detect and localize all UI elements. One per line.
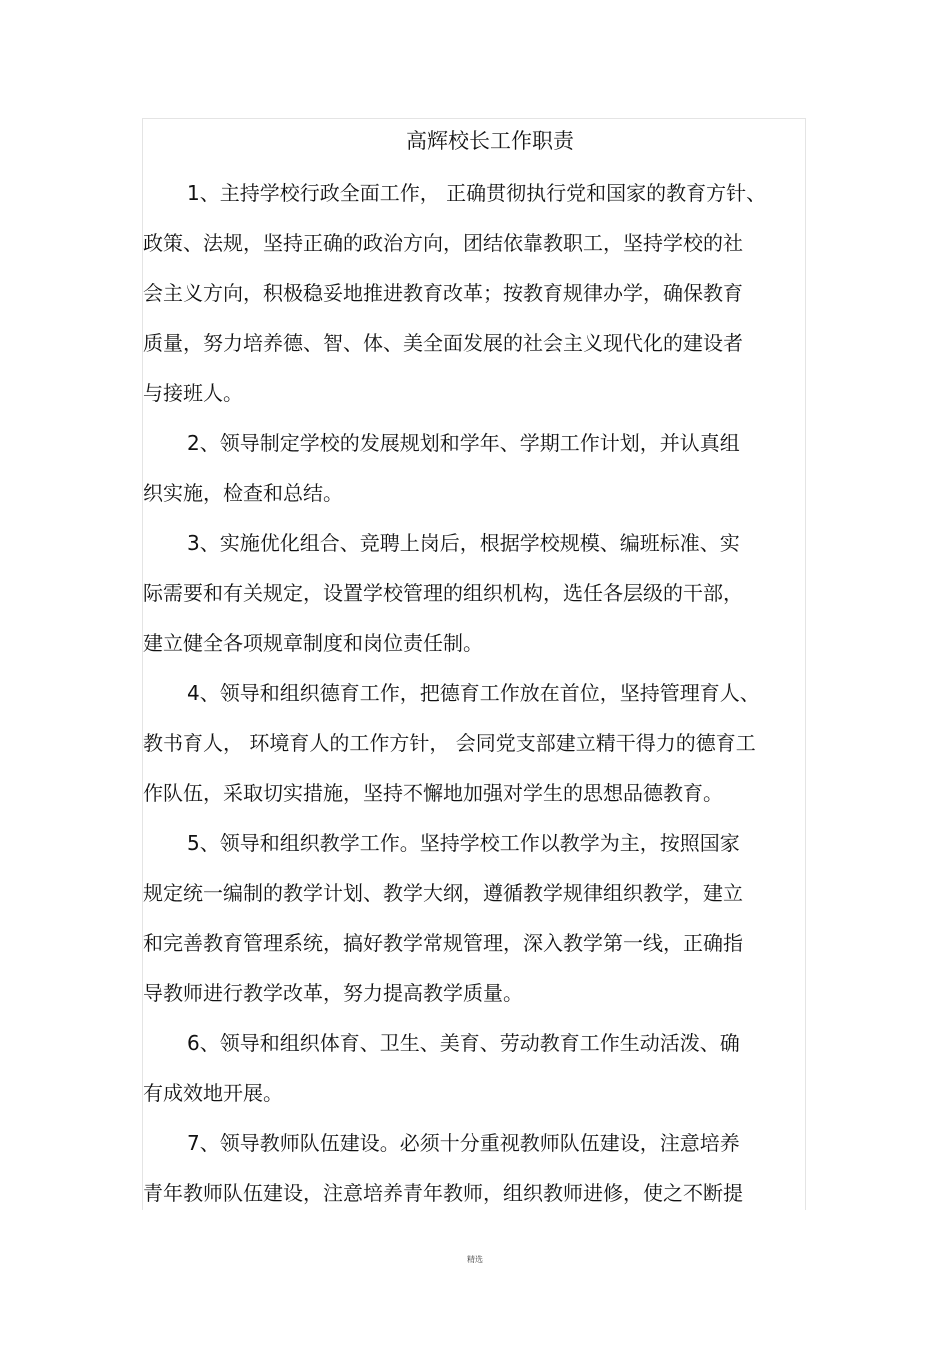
paragraph-4	[143, 668, 793, 818]
paragraph-5	[143, 818, 793, 1018]
paragraph-line: 3、实施优化组合、竞聘上岗后，根据学校规模、编班标准、实	[187, 531, 740, 555]
paragraph-line: 青年教师队伍建设，注意培养青年教师，组织教师进修，使之不断提	[143, 1181, 743, 1205]
paragraph-line: 政策、法规，坚持正确的政治方向，团结依靠教职工，坚持学校的社	[143, 231, 743, 255]
paragraph-line: 规定统一编制的教学计划、教学大纲，遵循教学规律组织教学，建立	[143, 881, 743, 905]
paragraph-line: 教书育人， 环境育人的工作方针， 会同党支部建立精干得力的德育工	[143, 731, 756, 755]
paragraph-6	[143, 1018, 793, 1118]
document-title: 高辉校长工作职责	[406, 129, 574, 153]
paragraph-line: 际需要和有关规定，设置学校管理的组织机构，选任各层级的干部，	[143, 581, 743, 605]
paragraph-line: 6、领导和组织体育、卫生、美育、劳动教育工作生动活泼、确	[187, 1031, 740, 1055]
paragraph-1	[143, 168, 793, 418]
paragraph-line: 作队伍，采取切实措施，坚持不懈地加强对学生的思想品德教育。	[143, 781, 723, 805]
paragraph-line: 有成效地开展。	[143, 1081, 283, 1105]
paragraph-line: 5、领导和组织教学工作。坚持学校工作以教学为主，按照国家	[187, 831, 740, 855]
document-body	[143, 168, 793, 1218]
paragraph-line: 4、领导和组织德育工作，把德育工作放在首位，坚持管理育人、	[187, 681, 760, 705]
paragraph-7	[143, 1118, 793, 1218]
paragraph-3	[143, 518, 793, 668]
paragraph-line: 质量，努力培养德、智、体、美全面发展的社会主义现代化的建设者	[143, 331, 743, 355]
paragraph-line: 建立健全各项规章制度和岗位责任制。	[143, 631, 483, 655]
paragraph-line: 1、主持学校行政全面工作， 正确贯彻执行党和国家的教育方针、	[187, 181, 767, 205]
paragraph-2	[143, 418, 793, 518]
paragraph-line: 与接班人。	[143, 381, 243, 405]
paragraph-line: 会主义方向，积极稳妥地推进教育改革；按教育规律办学，确保教育	[143, 281, 743, 305]
paragraph-line: 7、领导教师队伍建设。必须十分重视教师队伍建设，注意培养	[187, 1131, 740, 1155]
paragraph-line: 和完善教育管理系统，搞好教学常规管理，深入教学第一线，正确指	[143, 931, 743, 955]
paragraph-line: 2、领导制定学校的发展规划和学年、学期工作计划，并认真组	[187, 431, 740, 455]
paragraph-line: 织实施，检查和总结。	[143, 481, 343, 505]
page-footer-label: 精选	[467, 1255, 483, 1264]
paragraph-line: 导教师进行教学改革，努力提高教学质量。	[143, 981, 523, 1005]
